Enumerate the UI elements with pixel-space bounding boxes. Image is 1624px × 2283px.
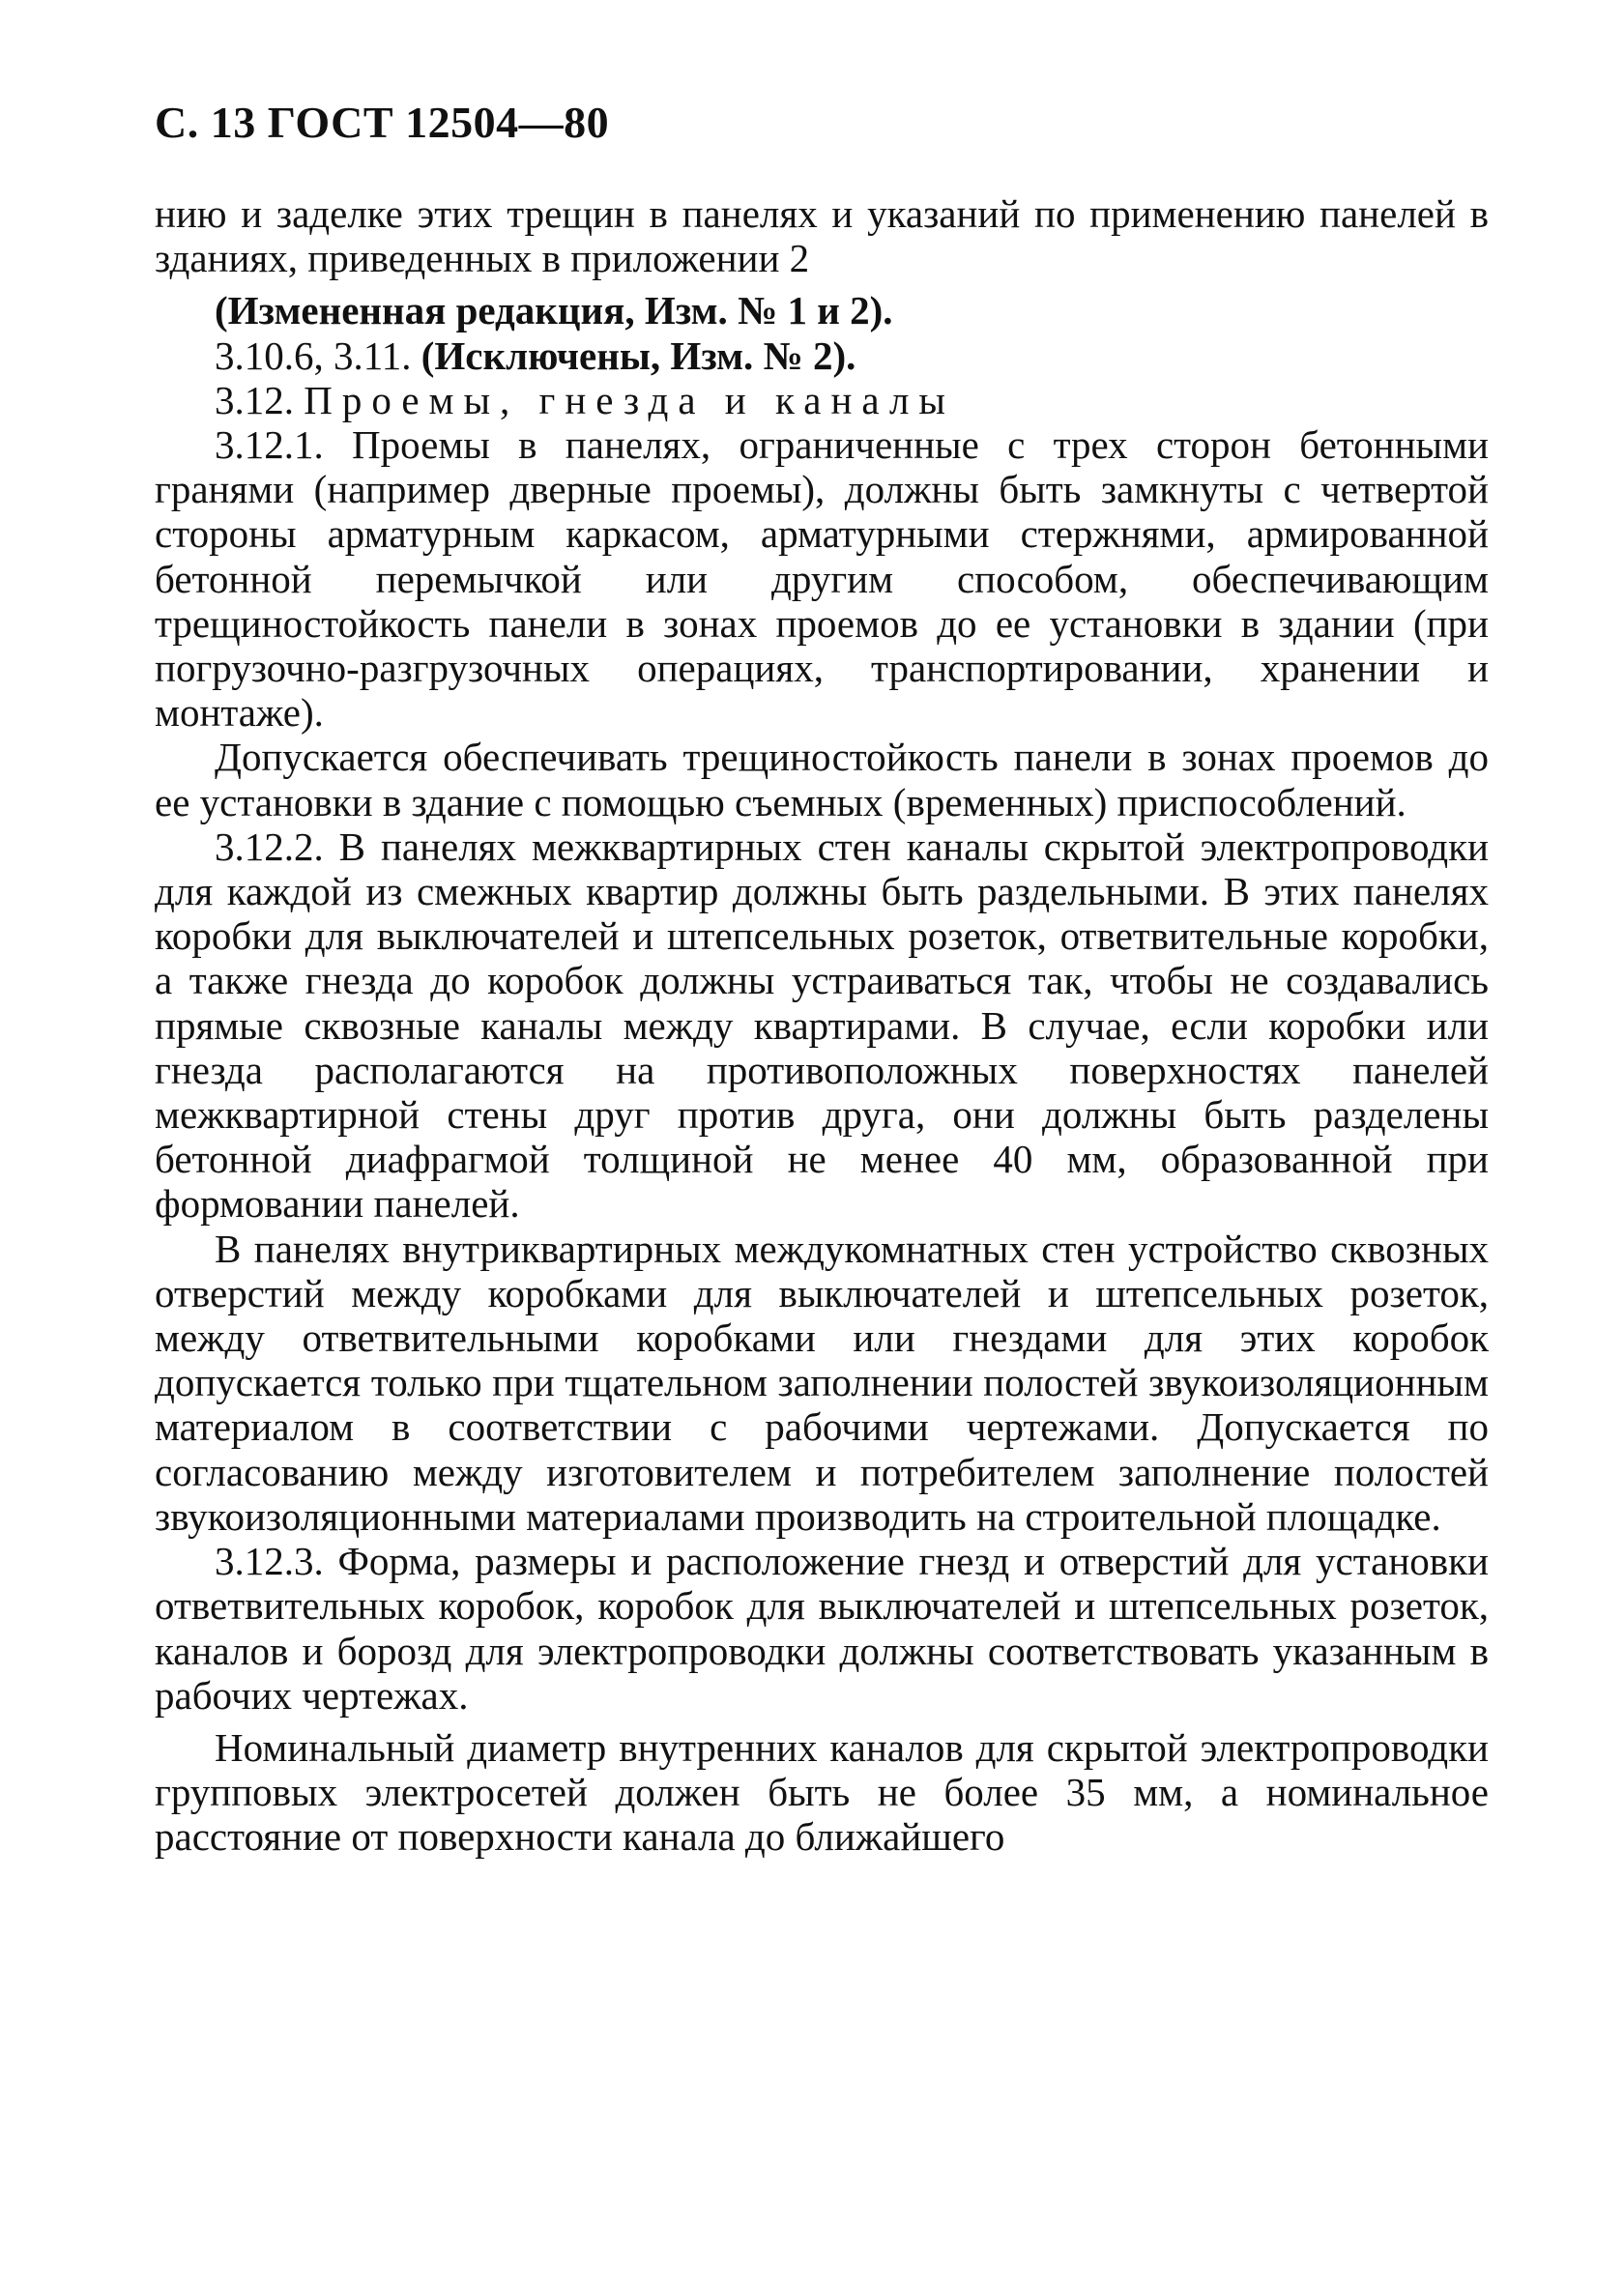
section-heading: [155, 378, 1489, 422]
clause-3-12-1: 3.12.1. Проемы в панелях, ограниченные с трех сторон бетонными гранями (например дверные проемы), должны быть замкнуты с четвертой стороны арматурным каркасом, арматурными стержнями, армированной бетонной перемычкой или другим способом, обеспечивающим трещиностойкость панели в зонах проемов до ее установки в здании (при погрузочно-разгрузочных операциях, транспортировании, хранении и монтаже).: [155, 422, 1489, 736]
section-number: 3.12.: [215, 377, 304, 422]
clause-3-12-2-note: В панелях внутриквартирных междукомнатных стен устройство сквозных отверстий между коробками для выключателей и штепсельных розеток, между ответвительными коробками или гнездами для этих коробок допускается только при тщательном заполнении полостей звукоизоляционным материалом в соответствии с рабочими чертежами. Допускается по согласованию между изготовителем и потребителем заполнение полостей звукоизоляционными материалами производить на строительной площадке.: [155, 1226, 1489, 1539]
clause-3-12-2: 3.12.2. В панелях межквартирных стен каналы скрытой электропроводки для каждой из смежных квартир должны быть раздельными. В этих панелях коробки для выключателей и штепсельных розеток, ответвительные коробки, а также гнезда до коробок должны устраиваться так, чтобы не создавались прямые сквозные каналы между квартирами. В случае, если коробки или гнезда располагаются на противоположных поверхностях панелей межквартирной стены друг против друга, они должны быть разделены бетонной диафрагмой толщиной не менее 40 мм, образованной при формовании панелей.: [155, 824, 1489, 1227]
clause-numbers: 3.10.6, 3.11.: [215, 332, 421, 378]
clause-3-12-3-note: Номинальный диаметр внутренних каналов для скрытой электропроводки групповых электросетей должен быть не более 35 мм, а номинальное расстояние от поверхности канала до ближайшего: [155, 1724, 1489, 1860]
excluded-clauses: [155, 333, 1489, 378]
clause-3-12-1-note: Допускается обеспечивать трещиностойкость панели в зонах проемов до ее установки в здание с помощью съемных (временных) приспособлений.: [155, 735, 1489, 824]
page-header: С. 13 ГОСТ 12504—80: [155, 98, 610, 147]
clause-3-12-3: 3.12.3. Форма, размеры и расположение гнезд и отверстий для установки ответвительных коробок, коробок для выключателей и штепсельных розеток, каналов и борозд для электропроводки должны соответствовать указанным в рабочих чертежах.: [155, 1539, 1489, 1718]
section-title: Проемы, гнезда и каналы: [304, 377, 955, 422]
revision-note: (Измененная редакция, Изм. № 1 и 2).: [215, 288, 893, 333]
excluded-note: (Исключены, Изм. № 2).: [420, 332, 856, 378]
document-body: [155, 191, 1489, 1860]
paragraph-continuation: нию и заделке этих трещин в панелях и указаний по применению панелей в зданиях, приведенных в приложении 2: [155, 191, 1489, 281]
